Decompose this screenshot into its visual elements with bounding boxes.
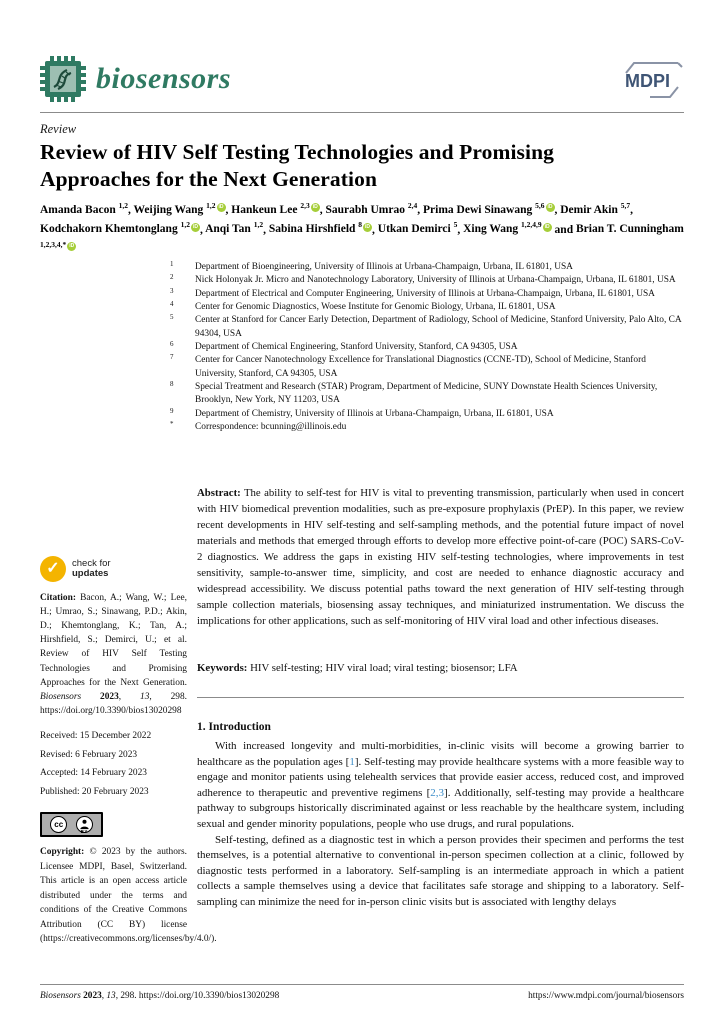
affiliation-number: 2: [170, 273, 174, 282]
author-name[interactable]: Anqi Tan $^{1,2}$: [205, 220, 264, 236]
affiliation-number: 6: [170, 340, 174, 349]
affiliation-number: 5: [170, 313, 174, 322]
author-name[interactable]: Hankeun Lee $^{2,3}$: [231, 201, 310, 216]
affiliation-item: [170, 261, 686, 274]
affiliation-number: 1: [170, 260, 174, 268]
copyright-notice: [40, 845, 217, 947]
date-row: Accepted: 14 February 2023: [40, 768, 147, 779]
check-icon: ✓: [40, 556, 66, 582]
citation-doi: , 298. https://doi.org/10.3390/bios13020298: [40, 691, 187, 716]
abstract: [197, 486, 684, 630]
author-name[interactable]: Xing Wang $^{1,2,4,9}$: [463, 220, 542, 236]
author-name[interactable]: Demir Akin $^{5,7}$: [560, 201, 631, 216]
affiliation-number: 9: [170, 406, 174, 415]
affiliation-list: [170, 261, 686, 434]
affiliation-text: Department of Chemistry, University of Illinois at Urbana-Champaign, Urbana, IL 61801, USA: [195, 408, 554, 419]
citation-label: Citation:: [40, 593, 76, 603]
author-name[interactable]: Kodchakorn Khemtonglang $^{1,2}$: [40, 220, 190, 236]
author-name[interactable]: Amanda Bacon $^{1,2}$: [40, 201, 128, 216]
author-list: Amanda Bacon $^{1,2}$, Weijing Wang $^{1,2}$ iD , Hankeun Lee $^{2,3}$ iD , Saurabh Umrao $^{2,4}$, Prima Dewi Sinawang $^{5,6}$ iD , Demir Akin $^{5,7}$, Kodchakorn Khemtonglang $^{1,2}$ iD , Anqi Tan $^{1,2}$, Sabina Hirshfield $^8$ iD , Utkan Demirci $^5$, Xing Wang $^{1,2,4,9}$ iD and Brian T. Cunningham $^{1,2,3,4,*}$ iD: [40, 200, 684, 259]
affiliation-item: [170, 288, 686, 301]
cc-by-license-badge[interactable]: [40, 812, 103, 837]
author-name[interactable]: Brian T. Cunningham $^{1,2,3,4,*}$: [40, 223, 684, 250]
orcid-icon[interactable]: iD: [312, 204, 318, 210]
author-name[interactable]: Weijing Wang $^{1,2}$: [133, 201, 216, 216]
affiliation-number: 8: [170, 380, 174, 389]
orcid-icon[interactable]: iD: [69, 243, 75, 250]
orcid-icon[interactable]: iD: [365, 223, 371, 230]
cc-icon: cc: [50, 816, 67, 833]
affiliation-item: [170, 408, 686, 421]
abstract-divider: [197, 697, 684, 698]
affiliation-text: Center at Stanford for Cancer Early Detection, Department of Radiology, School of Medicine, Stanford University, Palo Alto, CA 94304, USA: [195, 315, 682, 339]
affiliation-item: [170, 381, 686, 408]
author-name[interactable]: Prima Dewi Sinawang $^{5,6}$: [423, 201, 545, 216]
author-name[interactable]: Sabina Hirshfield $^8$: [268, 220, 363, 236]
keywords: [197, 662, 684, 674]
citation-year: 2023: [100, 691, 119, 702]
date-row: Received: 15 December 2022: [40, 731, 152, 741]
abstract-label: Abstract:: [197, 487, 241, 499]
check-updates-label: check for updates: [72, 557, 111, 579]
abstract-text: The ability to self-test for HIV is vital to preventing transmission, particularly when used in concert with HIV biomedical prevention modalities, such as pre-exposure prophylaxis (PrEP). In this paper, we review recent developments in HIV self-testing and self-sampling methods, and the potential future impact of novel materials and methods that emerged through efforts to develop more effective point-of-care (POC) SARS-CoV-2 diagnostics. We address the gaps in existing HIV self-testing technologies, where improvements in test sensitivity, sample-to-answer time, simplicity, and cost are needed to enhance diagnostic accuracy and widespread accessibility. We discuss potential paths toward the next generation of HIV self-testing through sample collection materials, biosensing assay techniques, and miniaturized instrumentation. We discuss the implications for other applications, such as self-monitoring of HIV viral load and other infectious diseases.: [197, 487, 684, 627]
mdpi-logo[interactable]: [620, 58, 684, 102]
author-name[interactable]: Saurabh Umrao $^{2,4}$: [325, 201, 418, 216]
affiliation-item: [170, 314, 686, 341]
header-divider: [40, 112, 684, 113]
mdpi-wordmark: MDPI: [625, 71, 670, 91]
citation-volume: 13: [140, 691, 150, 702]
journal-logo[interactable]: [40, 56, 231, 102]
article-title: Review of HIV Self Testing Technologies and Promising Approaches for the Next Generation: [40, 140, 555, 192]
date-row: Published: 20 February 2023: [40, 786, 149, 797]
citation-journal: Biosensors: [40, 691, 82, 702]
journal-name: biosensors: [96, 62, 232, 95]
body-paragraph: With increased longevity and multi-morbidities, in-clinic visits will become a growing barrier to healthcare as the population ages [1]. Self-testing may provide healthcare systems with a more feasible way to engage and monitor patients using telehealth services that provide easier access, reduced cost, and improved adherence to therapeutic and preventive regimens [2,3]. Additionally, self-testing may provide a healthcare pathway to subgroups historically discriminated against or less reachable by the healthcare system, including sexual and gender minority populations, people who use drugs, and rural populations.: [197, 740, 684, 831]
affiliation-number: 4: [170, 300, 174, 309]
article-dates: [40, 727, 190, 801]
citation-ref-link[interactable]: 1: [349, 755, 355, 768]
affiliation-text: Department of Bioengineering, University of Illinois at Urbana-Champaign, Urbana, IL 61801, USA: [195, 262, 573, 272]
copyright-text: © 2023 by the authors. Licensee MDPI, Basel, Switzerland. This article is an open access article distributed under the terms and conditions of the Creative Commons Attribution (CC BY) license (https://creativecommons.org/licenses/by/4.0/).: [40, 847, 217, 945]
citation-text: Bacon, A.; Wang, W.; Lee, H.; Umrao, S.; Sinawang, P.D.; Akin, D.; Khemtonglang, K.; Tan, A.; Hirshfield, S.; Demirci, U.; et al. Review of HIV Self Testing Technologies and Promising Approaches for the Next Generation.: [40, 593, 187, 688]
affiliation-number: 7: [170, 353, 174, 362]
affiliation-text: Center for Cancer Nanotechnology Excellence for Translational Diagnostics (CCNE-TD), School of Medicine, Stanford University, Stanford, CA 94305, USA: [195, 355, 646, 379]
citation-ref-link[interactable]: 2,3: [430, 786, 445, 799]
section-heading-introduction: 1. Introduction: [197, 721, 271, 733]
citation-block: Citation: Bacon, A.; Wang, W.; Lee, H.; Umrao, S.; Sinawang, P.D.; Akin, D.; Khemtonglang, K.; Tan, A.; Hirshfield, S.; Demirci, U.; et al. Review of HIV Self Testing Technologies and Promising Approaches for the Next Generation. Biosensors 2023, 13, 298. https://doi.org/10.3390/bios13020298: [40, 593, 187, 716]
affiliation-text: Department of Electrical and Computer Engineering, University of Illinois at Urbana-Champaign, Urbana, IL 61801, USA: [195, 288, 655, 299]
keywords-text: HIV self-testing; HIV viral load; viral testing; biosensor; LFA: [250, 662, 518, 674]
orcid-icon[interactable]: iD: [192, 223, 198, 230]
orcid-icon[interactable]: iD: [218, 204, 224, 210]
affiliation-text: Special Treatment and Research (STAR) Program, Department of Medicine, SUNY Downstate Health Sciences University, Brooklyn, New York, NY 11203, USA: [195, 382, 658, 406]
affiliation-item: [170, 301, 686, 314]
affiliation-item: [170, 421, 686, 434]
affiliation-text: Correspondence: bcunning@illinois.edu: [195, 422, 347, 433]
orcid-icon[interactable]: iD: [544, 223, 550, 230]
introduction-text: [197, 739, 684, 911]
date-row: Revised: 6 February 2023: [40, 749, 138, 760]
check-for-updates-button[interactable]: [40, 556, 111, 582]
affiliation-item: [170, 354, 686, 381]
copyright-label: Copyright:: [40, 847, 85, 857]
footer-journal-url[interactable]: https://www.mdpi.com/journal/biosensors: [528, 991, 684, 1001]
affiliation-number: 3: [170, 286, 174, 295]
keywords-label: Keywords:: [197, 662, 248, 674]
affiliation-text: Department of Chemical Engineering, Stanford University, Stanford, CA 94305, USA: [195, 342, 518, 353]
affiliation-item: [170, 274, 686, 287]
biosensors-chip-icon: [40, 56, 86, 102]
footer-divider: [40, 984, 684, 985]
body-paragraph: Self-testing, defined as a diagnostic test in which a person provides their specimen and performs the test themselves, is a potential alternative to conventional in-person specimen collection at a clinic, followed by diagnostic tests performed in a laboratory. Self-sampling is an intermediate approach in which a patient collects a sample themselves using a device that facilitates safe storage and shipping to a laboratory. Self-sampling can minimize the need for in-person clinic visits but is associated with lengthy delays: [197, 833, 684, 909]
footer-citation: Biosensors 2023, 13, 298. https://doi.org/10.3390/bios13020298: [40, 991, 280, 1001]
person-icon: BY: [76, 816, 93, 833]
affiliation-number: *: [170, 420, 174, 429]
affiliation-text: Center for Genomic Diagnostics, Woese Institute for Genomic Biology, Urbana, IL 61801, USA: [195, 302, 556, 313]
affiliation-item: [170, 341, 686, 354]
author-name[interactable]: Utkan Demirci $^5$: [377, 220, 458, 236]
affiliation-text: Nick Holonyak Jr. Micro and Nanotechnology Laboratory, University of Illinois at Urbana-Champaign, Urbana, IL 61801, USA: [195, 275, 676, 286]
orcid-icon[interactable]: iD: [547, 204, 553, 210]
article-type-label: Review: [40, 122, 77, 136]
